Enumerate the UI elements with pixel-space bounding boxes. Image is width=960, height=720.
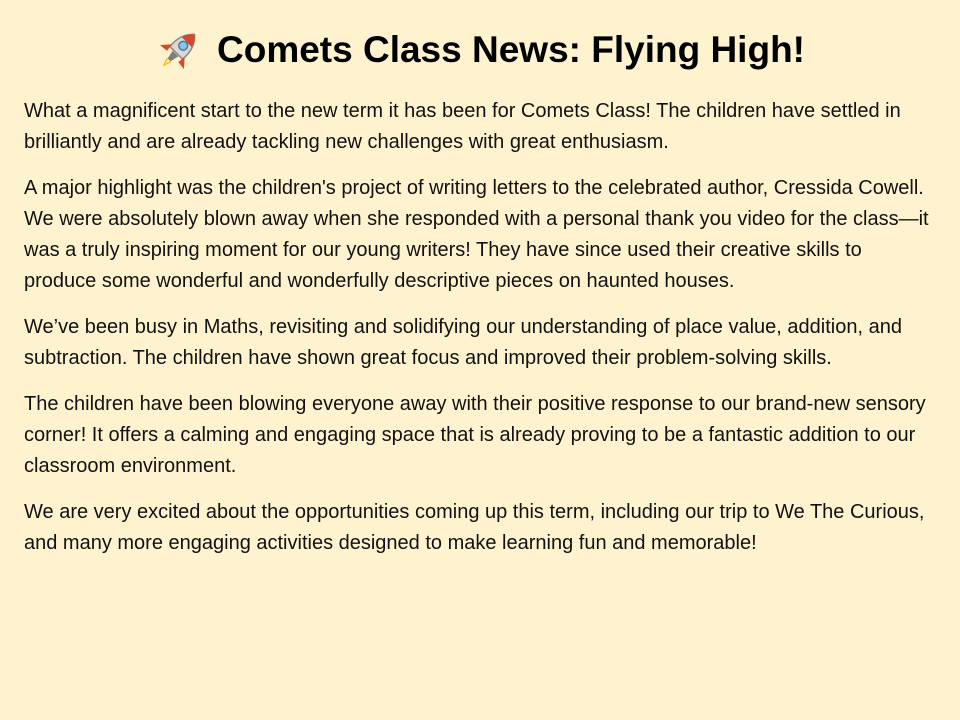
paragraph-upcoming-trip: We are very excited about the opportunities coming up this term, including our trip to We The Curious, and many more engaging activities designed to make learning fun and memorable!	[24, 501, 925, 554]
paragraph-term-start: What a magnificent start to the new term it has been for Comets Class! The children have settled in brilliantly and are already tackling new challenges with great enthusiasm.	[24, 100, 901, 153]
newsletter-header	[24, 24, 936, 76]
paragraph-maths: We’ve been busy in Maths, revisiting and solidifying our understanding of place value, addition, and subtraction. The children have shown great focus and improved their problem-solving skills.	[24, 316, 902, 369]
newsletter-title: Comets Class News: Flying High!	[217, 28, 805, 70]
paragraph-sensory-corner: The children have been blowing everyone away with their positive response to our brand-new sensory corner! It offers a calming and engaging space that is already proving to be a fantastic addition to our classroom environment.	[24, 393, 926, 477]
rocket-icon	[155, 26, 203, 74]
paragraph-author-letters: A major highlight was the children's project of writing letters to the celebrated author, Cressida Cowell. We were absolutely blown away when she responded with a personal thank you video for the class—it was a truly inspiring moment for our young writers! They have since used their creative skills to produce some wonderful and wonderfully descriptive pieces on haunted houses.	[24, 177, 929, 292]
newsletter-body	[24, 96, 936, 559]
